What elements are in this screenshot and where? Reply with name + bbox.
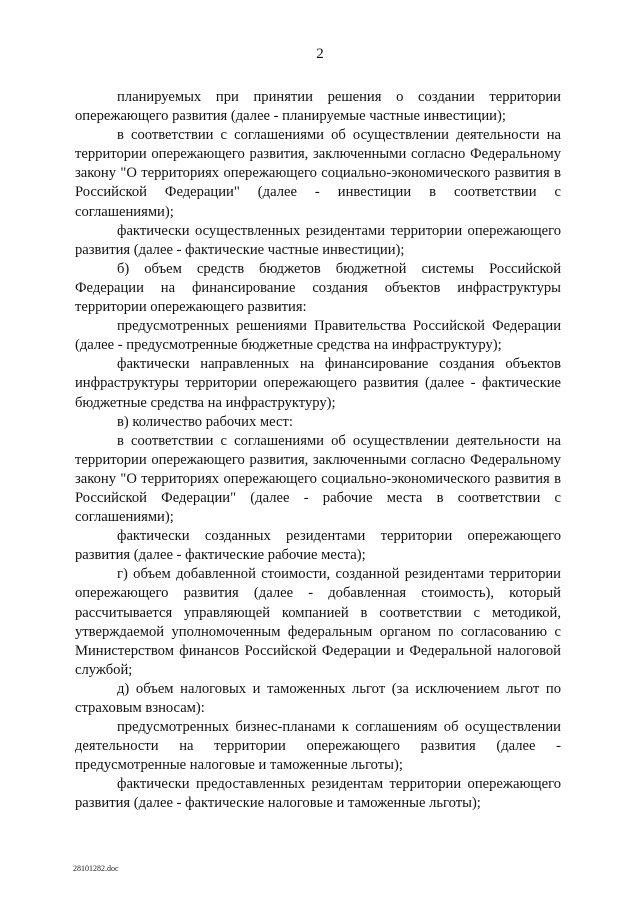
- paragraph: планируемых при принятии решения о создании территории опережающего развития (далее - планируемые частные инвестиции);: [75, 89, 561, 125]
- paragraph: фактически направленных на финансирование создания объектов инфраструктуры территории опережающего развития (далее - фактические бюджетные средства на инфраструктуру);: [75, 356, 561, 411]
- paragraph: фактически осуществленных резидентами территории опережающего развития (далее - фактические частные инвестиции);: [75, 222, 561, 258]
- paragraph: б) объем средств бюджетов бюджетной системы Российской Федерации на финансирование создания объектов инфраструктуры территории опережающего развития:: [75, 260, 561, 316]
- paragraph: фактически созданных резидентами территории опережающего развития (далее - фактические рабочие места);: [75, 528, 561, 564]
- paragraph: фактически предоставленных резидентам территории опережающего развития (далее - фактические налоговые и таможенные льготы);: [75, 776, 561, 812]
- paragraph: г) объем добавленной стоимости, созданной резидентами территории опережающего развития (далее - добавленная стоимость), который рассчитывается управляющей компанией в соответствии с методикой, утверждаемой уполномоченным федеральным органом по согласованию с Министерством финансов Российской Федерации и Федеральной налоговой службой;: [75, 566, 561, 678]
- file-name-footer: 28101282.doc: [73, 864, 119, 873]
- paragraph: в соответствии с соглашениями об осуществлении деятельности на территории опережающего развития, заключенными согласно Федеральному закону "О территориях опережающего социально-экономического развития в Российской Федерации" (далее - рабочие места в соответствии с соглашениями);: [75, 432, 561, 526]
- paragraph: в соответствии с соглашениями об осуществлении деятельности на территории опережающего развития, заключенными согласно Федеральному закону "О территориях опережающего социально-экономического развития в Российской Федерации" (далее - инвестиции в соответствии с соглашениями);: [75, 127, 561, 220]
- page-number: 2: [316, 46, 324, 62]
- paragraph: предусмотренных решениями Правительства Российской Федерации (далее - предусмотренные бюджетные средства на инфраструктуру);: [75, 318, 561, 354]
- document-body: [75, 88, 561, 814]
- paragraph: в) количество рабочих мест:: [117, 413, 293, 430]
- paragraph: д) объем налоговых и таможенных льгот (за исключением льгот по страховым взносам):: [75, 680, 561, 716]
- paragraph: предусмотренных бизнес-планами к соглашениям об осуществлении деятельности на территории опережающего развития (далее - предусмотренные налоговые и таможенные льготы);: [75, 719, 561, 774]
